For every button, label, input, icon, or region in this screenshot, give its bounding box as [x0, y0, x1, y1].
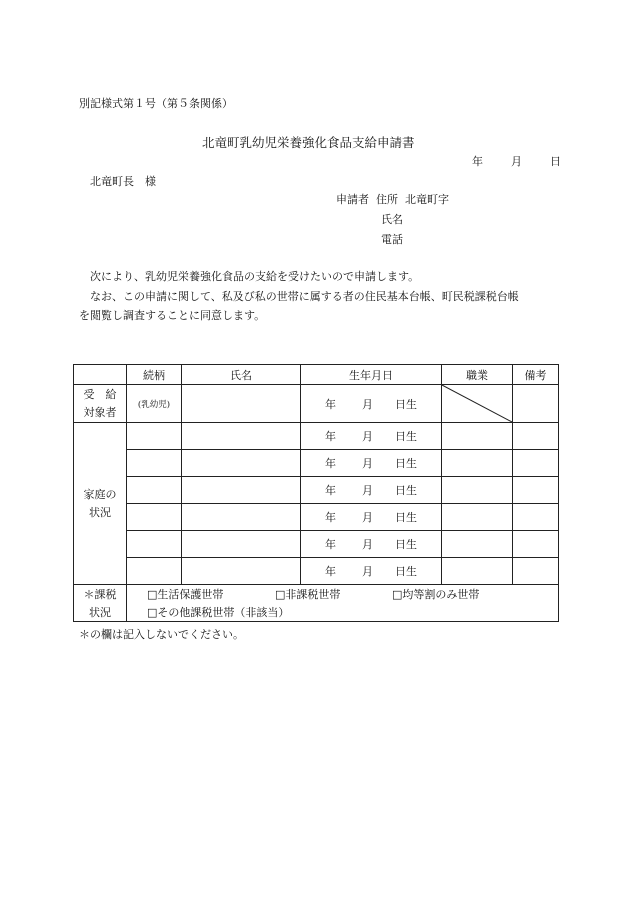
tax-row-2	[74, 603, 559, 622]
household-row	[74, 558, 559, 585]
household-relation-cell[interactable]	[127, 423, 182, 450]
tax-option-nontax[interactable]: □非課税世帯	[275, 588, 341, 601]
date-day: 日	[550, 155, 561, 168]
table-header-row	[74, 365, 559, 385]
applicant-address-row	[336, 193, 449, 207]
birth-month: 月	[362, 538, 373, 551]
document-title: 北竜町乳幼児栄養強化食品支給申請書	[202, 135, 415, 150]
date-month: 月	[511, 155, 522, 168]
birth-month: 月	[362, 430, 373, 443]
birth-day: 日生	[395, 565, 417, 578]
addressee: 北竜町長 様	[90, 175, 156, 188]
household-remarks-cell[interactable]	[513, 423, 559, 450]
header-name: 氏名	[182, 365, 301, 385]
household-label-line2: 状況	[89, 505, 111, 519]
household-remarks-cell[interactable]	[513, 450, 559, 477]
applicant-label: 申請者	[336, 193, 369, 206]
address-label: 住所	[376, 193, 398, 206]
birth-year: 年	[325, 565, 336, 578]
header-remarks: 備考	[513, 365, 559, 385]
household-occupation-cell[interactable]	[442, 504, 513, 531]
household-birthdate[interactable]	[301, 558, 442, 585]
recipient-remarks-cell[interactable]	[513, 385, 559, 423]
household-name-cell[interactable]	[182, 450, 301, 477]
diagonal-line	[442, 385, 512, 422]
tax-label-2: 状況	[74, 603, 127, 622]
birth-day: 日生	[395, 511, 417, 524]
household-remarks-cell[interactable]	[513, 477, 559, 504]
household-remarks-cell[interactable]	[513, 504, 559, 531]
tax-option-other[interactable]: □その他課税世帯（非該当）	[147, 606, 290, 619]
household-relation-cell[interactable]	[127, 504, 182, 531]
tax-label-1: ＊課税	[74, 585, 127, 604]
birth-day: 日生	[395, 457, 417, 470]
recipient-row	[74, 385, 559, 423]
tax-option-welfare[interactable]: □生活保護世帯	[147, 588, 224, 601]
household-remarks-cell[interactable]	[513, 558, 559, 585]
birth-year: 年	[325, 457, 336, 470]
tax-options-1	[127, 585, 559, 604]
birth-month: 月	[362, 397, 373, 411]
household-relation-cell[interactable]	[127, 531, 182, 558]
recipient-birthdate[interactable]	[301, 385, 442, 423]
recipient-label-line1: 受 給	[83, 387, 117, 401]
household-remarks-cell[interactable]	[513, 531, 559, 558]
body-line-2: なお、この申請に関して、私及び私の世帯に属する者の住民基本台帳、町民税課税台帳	[90, 290, 519, 303]
household-row	[74, 423, 559, 450]
household-relation-cell[interactable]	[127, 477, 182, 504]
birth-month: 月	[362, 484, 373, 497]
birth-year: 年	[325, 484, 336, 497]
household-row	[74, 450, 559, 477]
household-occupation-cell[interactable]	[442, 423, 513, 450]
footnote: ＊の欄は記入しないでください。	[79, 628, 244, 641]
household-relation-cell[interactable]	[127, 450, 182, 477]
birth-day: 日生	[395, 397, 417, 411]
tax-row-1	[74, 585, 559, 604]
applicant-name-label: 氏名	[381, 213, 403, 226]
household-row	[74, 531, 559, 558]
application-table	[73, 364, 559, 622]
household-name-cell[interactable]	[182, 558, 301, 585]
header-birthdate: 生年月日	[301, 365, 442, 385]
tax-option-per-capita[interactable]: □均等割のみ世帯	[392, 588, 480, 601]
household-birthdate[interactable]	[301, 450, 442, 477]
household-label	[74, 423, 127, 585]
household-birthdate[interactable]	[301, 531, 442, 558]
header-relation: 続柄	[127, 365, 182, 385]
birth-year: 年	[325, 538, 336, 551]
birth-month: 月	[362, 511, 373, 524]
birth-day: 日生	[395, 484, 417, 497]
tax-options-2	[127, 603, 559, 622]
birth-year: 年	[325, 397, 336, 411]
household-relation-cell[interactable]	[127, 558, 182, 585]
recipient-label	[74, 385, 127, 423]
recipient-label-line2: 対象者	[83, 405, 117, 419]
date-line	[472, 155, 561, 169]
household-birthdate[interactable]	[301, 504, 442, 531]
header-blank-cell	[74, 365, 127, 385]
form-reference: 別記様式第１号（第５条関係）	[79, 97, 233, 110]
birth-day: 日生	[395, 430, 417, 443]
birth-month: 月	[362, 457, 373, 470]
birth-year: 年	[325, 430, 336, 443]
household-name-cell[interactable]	[182, 531, 301, 558]
household-row	[74, 504, 559, 531]
body-line-3: を閲覧し調査することに同意します。	[79, 309, 266, 322]
household-name-cell[interactable]	[182, 504, 301, 531]
birth-month: 月	[362, 565, 373, 578]
date-year: 年	[472, 155, 483, 168]
household-label-line1: 家庭の	[83, 487, 117, 501]
applicant-phone-label: 電話	[381, 233, 403, 246]
household-birthdate[interactable]	[301, 423, 442, 450]
household-occupation-cell[interactable]	[442, 531, 513, 558]
recipient-relation: (乳幼児)	[127, 385, 182, 423]
header-occupation: 職業	[442, 365, 513, 385]
household-name-cell[interactable]	[182, 477, 301, 504]
body-line-1: 次により、乳幼児栄養強化食品の支給を受けたいので申請します。	[90, 270, 420, 283]
household-occupation-cell[interactable]	[442, 450, 513, 477]
birth-year: 年	[325, 511, 336, 524]
household-row	[74, 477, 559, 504]
household-occupation-cell[interactable]	[442, 477, 513, 504]
household-birthdate[interactable]	[301, 477, 442, 504]
household-name-cell[interactable]	[182, 423, 301, 450]
household-occupation-cell[interactable]	[442, 558, 513, 585]
birth-day: 日生	[395, 538, 417, 551]
address-value: 北竜町字	[405, 193, 449, 206]
recipient-occupation-struck	[442, 385, 513, 423]
recipient-name-cell[interactable]	[182, 385, 301, 423]
